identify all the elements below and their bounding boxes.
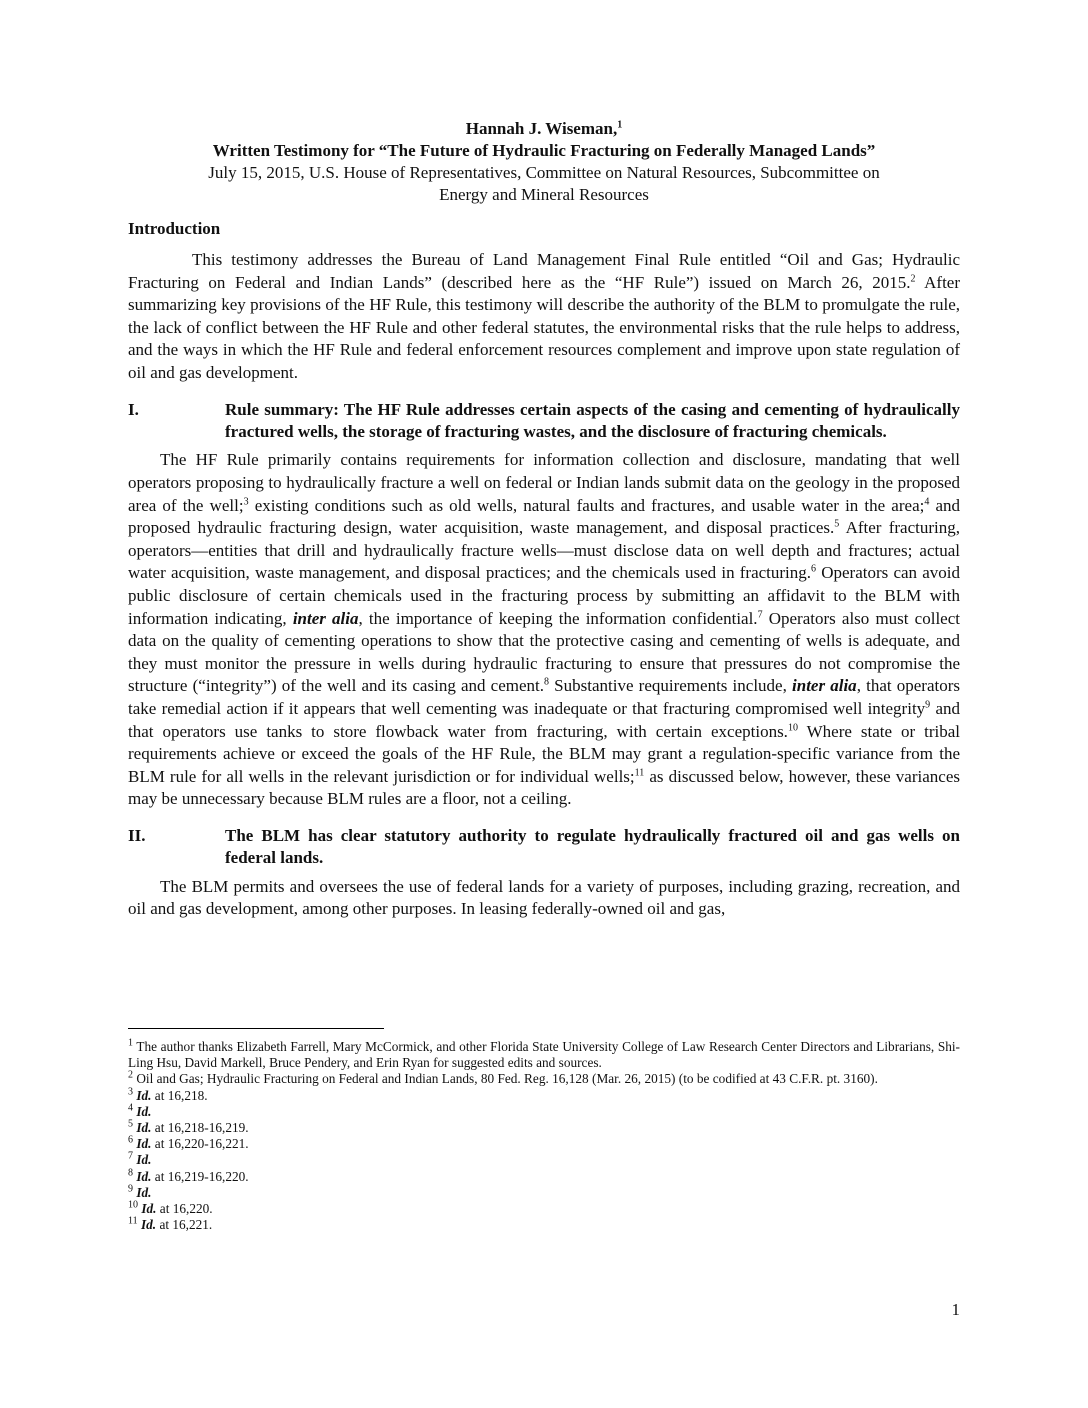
footnote-text: at 16,218.: [151, 1087, 208, 1103]
intro-text: After summarizing key provisions of the HF Rule, this testimony will describe the authority of the BLM to promulgate the rule, the lack of conflict between the HF Rule and other federal statutes, the environmental risks that the rule helps to address, and the ways in which the HF Rule and federal enforcement resources complement and improve upon state regulation of oil and gas development.: [128, 272, 961, 382]
hearing-info: [128, 162, 960, 206]
body-text: existing conditions such as old wells, natural faults and fractures, and usable water in the area;: [248, 495, 925, 515]
author-name: Hannah J. Wiseman,: [465, 119, 618, 138]
body-text: Where state or tribal requirements achieve or exceed the goals of the HF Rule, the BLM may grant a regulation-specific variance from the BLM rule for all wells in the relevant jurisdiction or for individual wells;: [128, 721, 960, 786]
body-text: Operators can avoid public disclosure of certain chemicals used in the fracturing process by submitting an affidavit to the BLM with information indicating,: [128, 563, 960, 628]
section-1-paragraph: [128, 449, 960, 811]
footnotes: [128, 1039, 960, 1233]
body-text: , the importance of keeping the information confidential.: [358, 608, 758, 628]
footnote: [128, 1152, 960, 1168]
footnote-text: at 16,220.: [156, 1201, 213, 1217]
body-text: Substantive requirements include,: [549, 676, 793, 696]
footnote-number: 1: [128, 1037, 133, 1049]
footnote: [128, 1104, 960, 1120]
footnote-number: 2: [128, 1069, 133, 1081]
section-number: II.: [128, 825, 146, 845]
footnote-text: at 16,221.: [156, 1217, 213, 1233]
footnote: [128, 1039, 960, 1071]
section-heading-text: Rule summary: The HF Rule addresses certain aspects of the casing and cementing of hydraulically fractured wells, the storage of fracturing wastes, and the disclosure of fracturing chemicals.: [225, 399, 960, 441]
footnote-id: Id.: [140, 1217, 157, 1233]
footnote-ref: 10: [787, 721, 798, 733]
body-text: and proposed hydraulic fracturing design, water acquisition, waste management, and disposal practices.: [128, 495, 961, 538]
footnote: [128, 1185, 960, 1201]
footnote-number: 5: [128, 1118, 133, 1130]
hearing-info-line2: Energy and Mineral Resources: [439, 185, 649, 204]
footnote-id: Id.: [136, 1168, 152, 1184]
footnote-ref: 2: [910, 272, 916, 284]
footnote-id: Id.: [136, 1087, 152, 1103]
footnote-number: 8: [128, 1167, 133, 1179]
footnote-id: Id.: [136, 1184, 152, 1200]
footnote: [128, 1201, 960, 1217]
document-title: Written Testimony for “The Future of Hydraulic Fracturing on Federally Managed Lands”: [212, 141, 876, 160]
footnote-ref: 3: [243, 495, 249, 507]
footnote-text: The author thanks Elizabeth Farrell, Mary McCormick, and other Florida State University College of Law Research Center Directors and Librarians, Shi-Ling Hsu, David Markell, Bruce Pendery, and Erin Ryan for suggested edits and sources.: [128, 1039, 960, 1071]
footnote-text: at 16,218-16,219.: [151, 1120, 249, 1136]
footnote-number: 4: [128, 1102, 133, 1114]
body-text: The HF Rule primarily contains requirements for information collection and disclosure, mandating that well operators proposing to hydraulically fracture a well on federal or Indian lands submit data on the geology in the proposed area of the well;: [128, 450, 960, 515]
hearing-info-line1: July 15, 2015, U.S. House of Representatives, Committee on Natural Resources, Subcommittee on: [208, 163, 880, 182]
footnote-id: Id.: [136, 1152, 152, 1168]
introduction-paragraph: [128, 249, 960, 385]
footnote-ref: 6: [811, 563, 817, 575]
footnote-ref: 9: [925, 699, 931, 711]
footnote-number: 10: [128, 1199, 138, 1211]
section-number: I.: [128, 399, 139, 419]
intro-text: This testimony addresses the Bureau of Land Management Final Rule entitled “Oil and Gas; Hydraulic Fracturing on Federal and Indian Lands” (described here as the “HF Rule”) issued on March 26, 2015.: [128, 250, 960, 292]
footnote-id: Id.: [136, 1103, 152, 1119]
footnote: [128, 1120, 960, 1136]
footnote: [128, 1169, 960, 1185]
section-heading-text: The BLM has clear statutory authority to regulate hydraulically fractured oil and gas wells on federal lands.: [225, 825, 960, 868]
body-text: After fracturing, operators—entities that drill and hydraulically fracture wells—must disclose data on well depth and fractures; actual water acquisition, waste management, and disposal practices; and the chemicals used in fracturing.: [128, 518, 960, 583]
footnote-id: Id.: [136, 1136, 152, 1152]
footnote-text: at 16,219-16,220.: [151, 1168, 249, 1184]
section-2-heading: [128, 825, 960, 870]
section-1-heading: [128, 399, 960, 444]
footnote-ref: 1: [617, 119, 623, 131]
footnote-number: 6: [128, 1134, 133, 1146]
footnote-id: Id.: [136, 1120, 152, 1136]
document-page: [128, 118, 960, 921]
footnote-number: 7: [128, 1151, 133, 1162]
body-text: as discussed below, however, these variances may be unnecessary because BLM rules are a floor, not a ceiling.: [128, 766, 960, 809]
footnote-number: 3: [128, 1086, 133, 1098]
latin-term: inter alia: [792, 676, 857, 696]
footnote-ref: 7: [757, 608, 763, 620]
footnote: [128, 1136, 960, 1152]
author-line: [128, 118, 960, 140]
footnote: [128, 1088, 960, 1104]
footnote-text: Oil and Gas; Hydraulic Fracturing on Federal and Indian Lands, 80 Fed. Reg. 16,128 (Mar. 26, 2015) (to be codified at 43 C.F.R. pt. 3160).: [133, 1071, 878, 1087]
latin-term: inter alia: [292, 608, 359, 628]
footnote-ref: 11: [634, 767, 645, 779]
footnote: [128, 1217, 960, 1233]
introduction-heading: Introduction: [128, 219, 221, 238]
body-text: and that operators use tanks to store flowback water from fracturing, with certain exceptions.: [128, 698, 960, 741]
footnote-text: at 16,220-16,221.: [151, 1136, 249, 1152]
body-text: Operators also must collect data on the quality of cementing operations to show that the protective casing and cementing of wells is adequate, and they must monitor the pressure in wells during hydraulic fracturing to ensure that pressures do not compromise the structure (“integrity”) of the well and its casing and cement.: [128, 608, 960, 696]
footnote-number: 9: [128, 1183, 133, 1195]
footnote-ref: 8: [544, 676, 550, 688]
footnote-id: Id.: [141, 1201, 157, 1217]
footnote-divider: [128, 1028, 384, 1029]
page-number: 1: [951, 1300, 960, 1319]
body-text: , that operators take remedial action if it appears that well cementing was inadequate or that fracturing compromised well integrity: [128, 676, 960, 718]
footnote-number: 11: [128, 1215, 138, 1227]
footnote-ref: 5: [834, 518, 840, 530]
section-2-paragraph: The BLM permits and oversees the use of federal lands for a variety of purposes, including grazing, recreation, and oil and gas development, among other purposes. In leasing federally-owned oil and gas,: [128, 876, 960, 919]
footnote-ref: 4: [924, 495, 930, 507]
footnote: [128, 1071, 960, 1087]
